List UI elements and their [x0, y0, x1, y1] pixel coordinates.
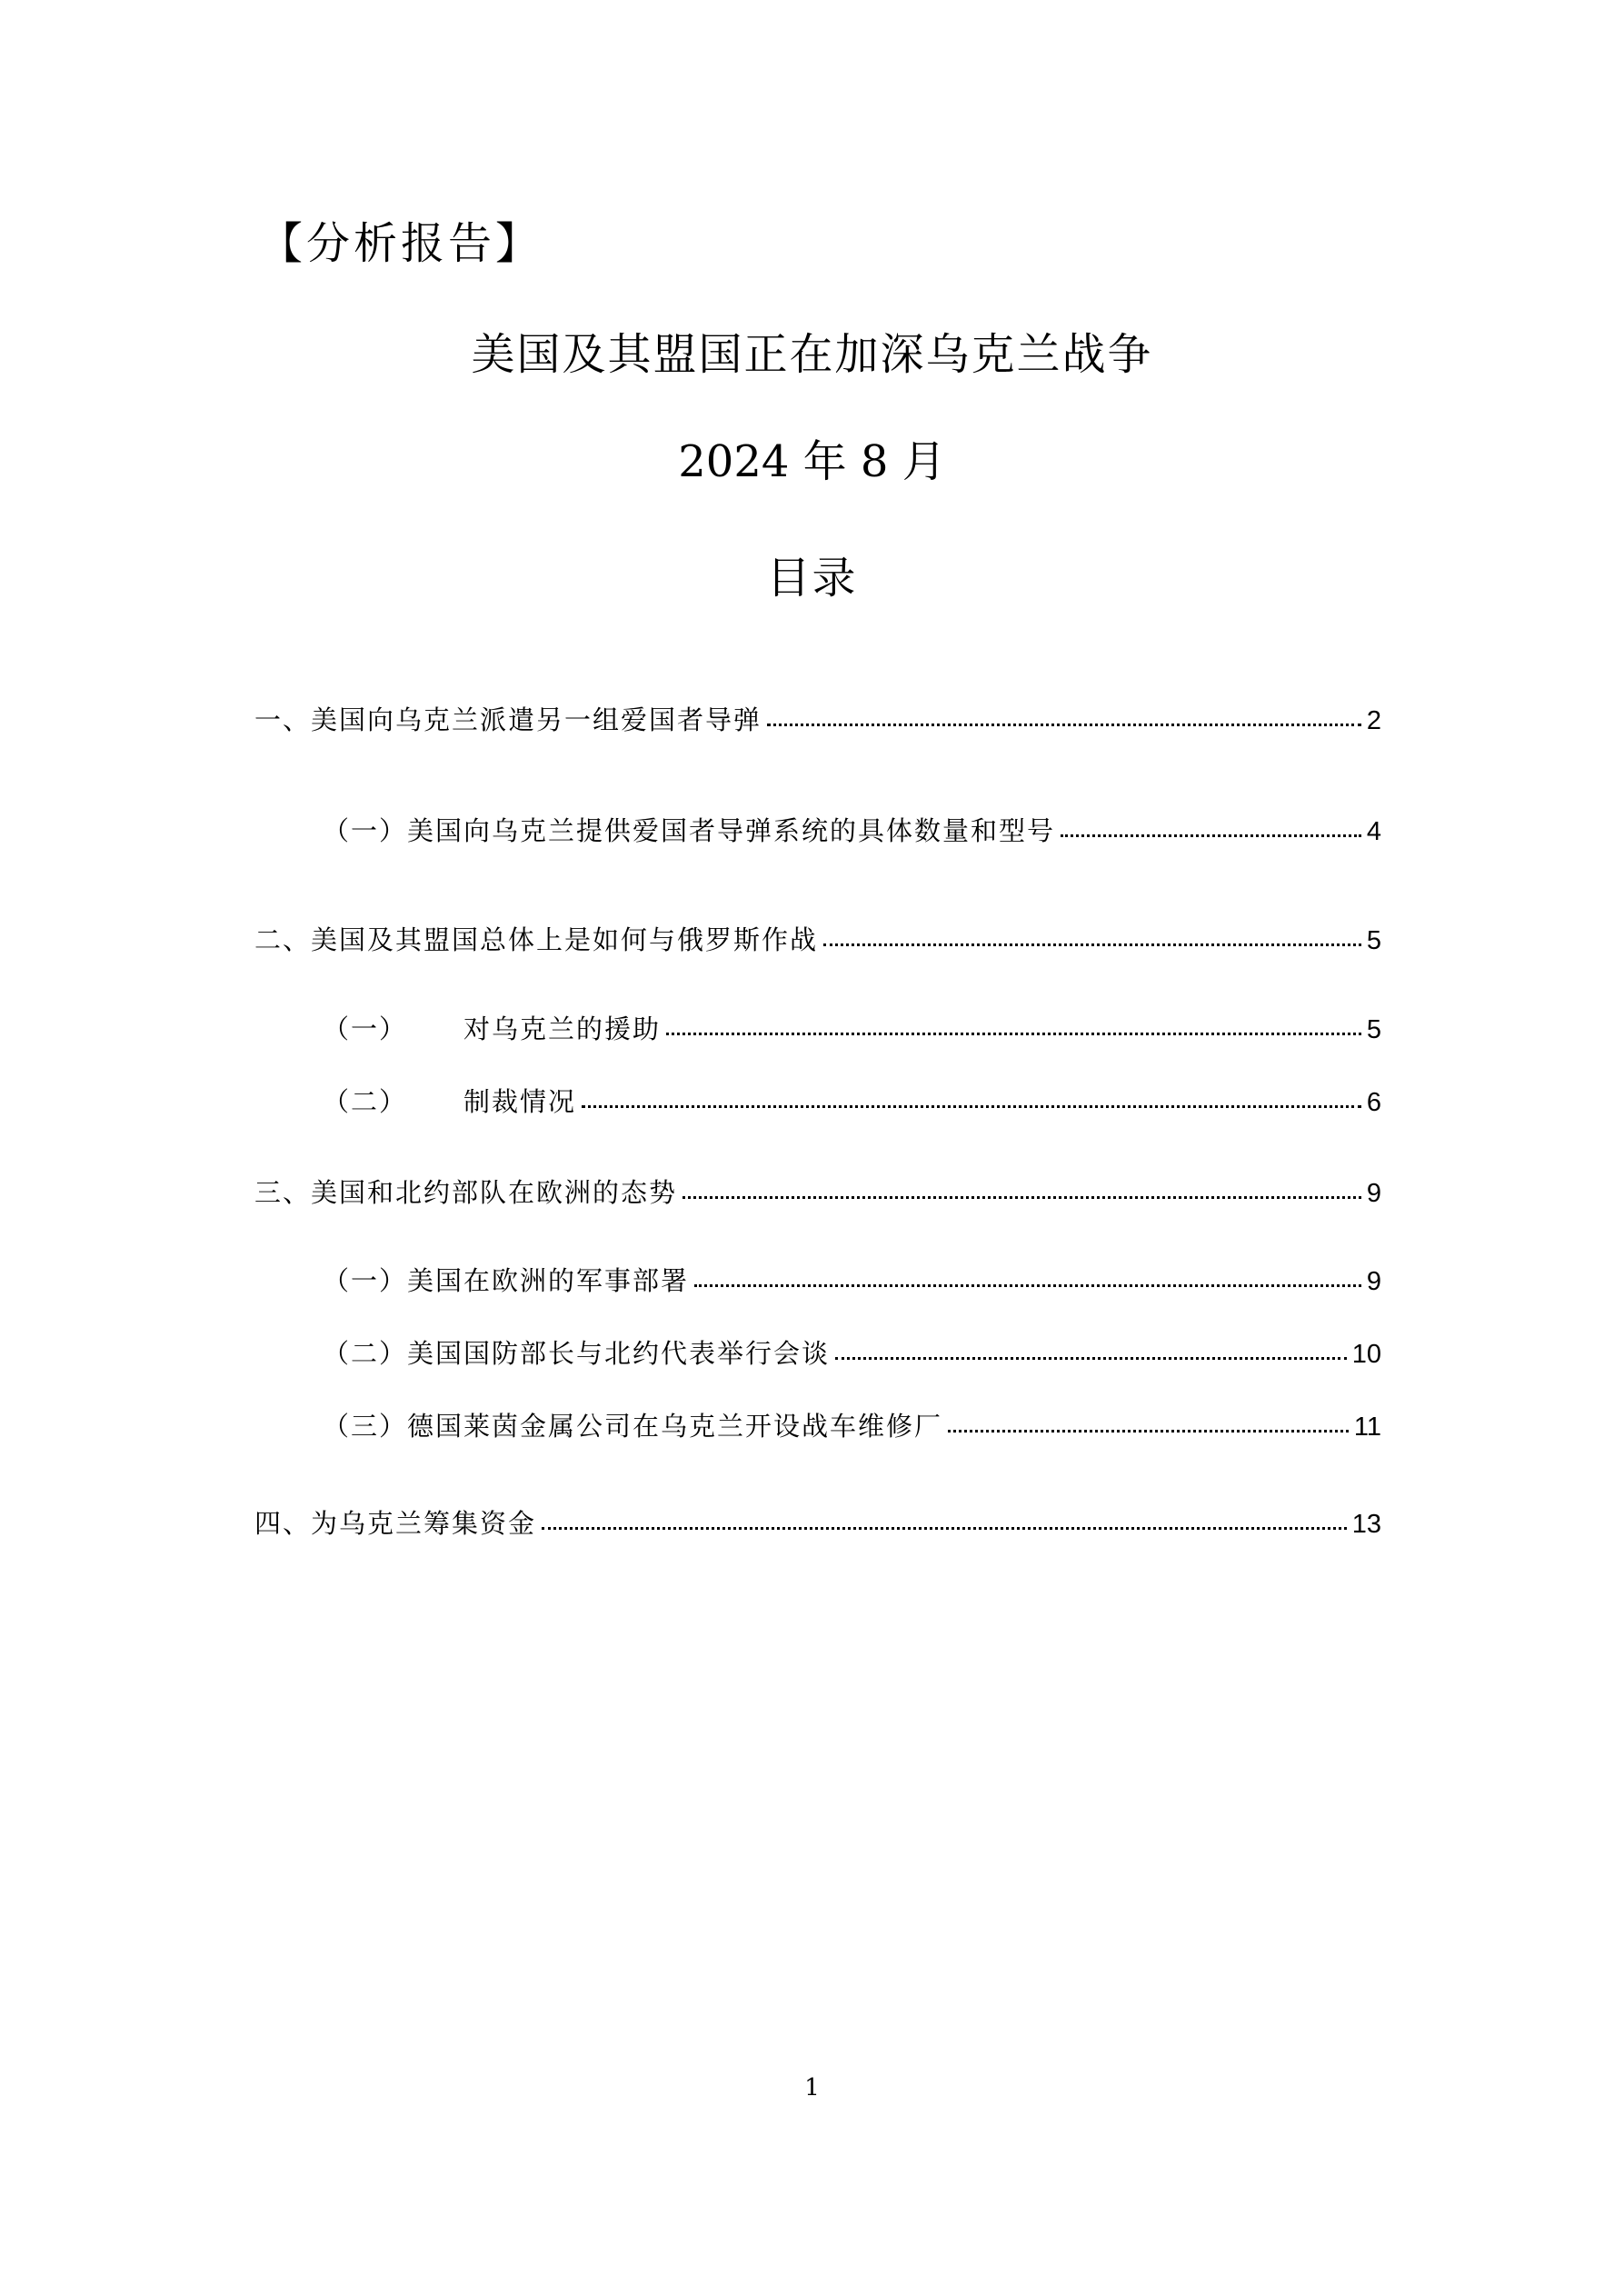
toc-dot-leader — [582, 1105, 1361, 1108]
toc-entry-label — [254, 1173, 677, 1213]
toc-entry-number: （一） — [323, 1265, 408, 1296]
toc-entry-section-3-1[interactable] — [323, 1261, 1381, 1301]
toc-entry-number: （二） — [323, 1338, 408, 1369]
toc-entry-number: （三） — [323, 1411, 408, 1442]
toc-heading: 目录 — [766, 553, 858, 604]
toc-entry-section-1[interactable] — [254, 700, 1381, 740]
toc-entry-number: （一） — [323, 1013, 408, 1044]
toc-dot-leader — [835, 1357, 1347, 1360]
toc-entry-section-3[interactable] — [254, 1173, 1381, 1213]
toc-entry-section-1-1[interactable] — [323, 811, 1381, 851]
toc-entry-number: 一、 — [254, 704, 312, 735]
toc-dot-leader — [767, 724, 1361, 726]
toc-entry-title: 制裁情况 — [463, 1086, 577, 1117]
toc-entry-section-3-3[interactable] — [323, 1406, 1381, 1446]
toc-entry-label — [254, 1503, 536, 1543]
toc-entry-number: 四、 — [254, 1508, 312, 1539]
toc-entry-title: 美国向乌克兰提供爱国者导弹系统的具体数量和型号 — [407, 815, 1056, 846]
toc-entry-page: 9 — [1366, 1179, 1381, 1208]
toc-dot-leader — [682, 1196, 1361, 1199]
toc-dot-leader — [694, 1284, 1361, 1287]
toc-entry-section-2-1[interactable] — [323, 1009, 1381, 1049]
toc-dot-leader — [1061, 834, 1361, 837]
document-date: 2024 年 8 月 — [678, 436, 946, 487]
toc-entry-page: 4 — [1366, 817, 1381, 846]
toc-entry-title: 美国在欧洲的军事部署 — [407, 1265, 690, 1296]
toc-entry-section-2[interactable] — [254, 920, 1381, 960]
toc-entry-page: 9 — [1366, 1267, 1381, 1296]
toc-entry-page: 6 — [1366, 1088, 1381, 1117]
toc-entry-page: 13 — [1351, 1510, 1381, 1539]
toc-dot-leader — [666, 1033, 1361, 1035]
toc-dot-leader — [823, 943, 1361, 946]
toc-entry-title: 为乌克兰筹集资金 — [311, 1508, 537, 1539]
toc-entry-section-2-2[interactable] — [323, 1082, 1381, 1122]
toc-entry-title: 美国及其盟国总体上是如何与俄罗斯作战 — [311, 924, 819, 955]
toc-entry-label — [254, 920, 818, 960]
toc-entry-label — [323, 1333, 830, 1373]
toc-entry-title: 美国和北约部队在欧洲的态势 — [311, 1177, 678, 1208]
page-number: 1 — [804, 2074, 820, 2101]
document-title: 美国及其盟国正在加深乌克兰战争 — [471, 329, 1153, 380]
toc-entry-label — [323, 1261, 689, 1301]
toc-dot-leader — [542, 1527, 1347, 1530]
toc-dot-leader — [948, 1430, 1349, 1433]
toc-entry-page: 11 — [1353, 1413, 1381, 1442]
toc-entry-title: 美国国防部长与北约代表举行会谈 — [407, 1338, 831, 1369]
toc-entry-page: 2 — [1366, 706, 1381, 735]
toc-entry-section-3-2[interactable] — [323, 1333, 1381, 1373]
toc-entry-page: 10 — [1351, 1340, 1381, 1369]
report-tag: 【分析报告】 — [259, 218, 543, 269]
toc-entry-number: 二、 — [254, 924, 312, 955]
toc-entry-title: 美国向乌克兰派遣另一组爱国者导弹 — [311, 704, 762, 735]
toc-entry-page: 5 — [1366, 926, 1381, 955]
toc-entry-label — [323, 1009, 661, 1049]
toc-entry-title: 德国莱茵金属公司在乌克兰开设战车维修厂 — [407, 1411, 943, 1442]
toc-entry-label — [323, 811, 1055, 851]
toc-entry-label — [254, 700, 762, 740]
toc-entry-number: （一） — [323, 815, 408, 846]
toc-entry-title: 对乌克兰的援助 — [463, 1013, 662, 1044]
toc-entry-section-4[interactable] — [254, 1503, 1381, 1543]
toc-entry-number: 三、 — [254, 1177, 312, 1208]
toc-entry-number: （二） — [323, 1086, 408, 1117]
toc-entry-label — [323, 1082, 576, 1122]
toc-entry-label — [323, 1406, 942, 1446]
toc-entry-page: 5 — [1366, 1015, 1381, 1044]
